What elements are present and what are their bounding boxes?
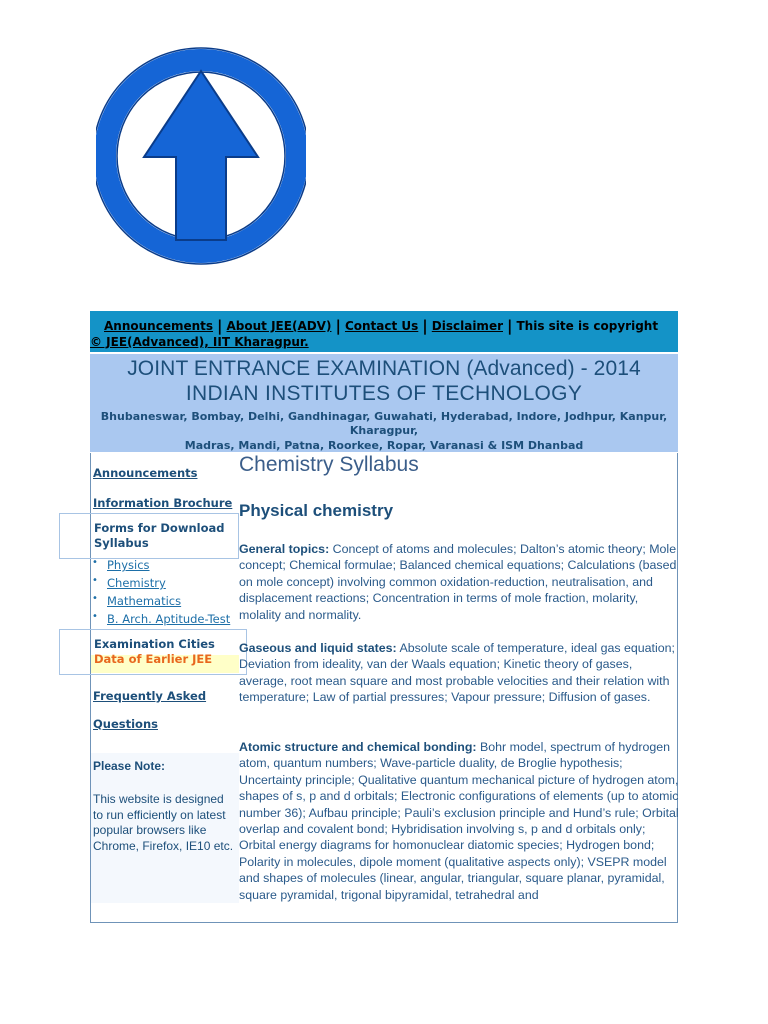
top-navigation	[90, 311, 678, 352]
header-banner	[90, 353, 678, 452]
sidebar-exam-cities[interactable]: Examination Cities	[94, 637, 215, 651]
nav-announcements[interactable]: Announcements	[104, 319, 214, 333]
institute-title: INDIAN INSTITUTES OF TECHNOLOGY	[185, 382, 583, 405]
nav-contact[interactable]: Contact Us	[344, 319, 419, 333]
para-heading: Atomic structure and chemical bonding:	[239, 740, 477, 754]
main-content	[239, 453, 679, 922]
sidebar-syllabus-heading: Syllabus	[94, 536, 149, 550]
sidebar-faq-line2[interactable]: Questions	[93, 717, 158, 731]
bullet-icon: •	[92, 557, 98, 568]
sidebar-forms[interactable]: Forms for Download	[94, 521, 225, 535]
nav-disclaimer[interactable]: Disclaimer	[431, 319, 503, 333]
content-area	[90, 453, 678, 923]
list-item[interactable]	[91, 611, 239, 629]
list-item[interactable]	[91, 557, 239, 575]
sidebar	[91, 453, 239, 922]
nav-separator: |	[217, 317, 223, 335]
bullet-icon: •	[92, 593, 98, 604]
para-text: Absolute scale of temperature, ideal gas equation; Deviation from ideality, van der Waals equation; Kinetic theory of gases, average, root mean square and most probable velocities and their relation with temperature; Law of partial pressures; Vapour pressure; Diffusion of gases.	[239, 641, 675, 705]
page-container	[90, 311, 678, 923]
para-gaseous-liquid	[239, 640, 679, 706]
para-text: Concept of atoms and molecules; Dalton’s atomic theory; Mole concept; Chemical formulae; Balanced chemical equations; Calculations (based on mole concept) involving common oxidation-reduction, neutralisation, and displacement reactions; Concentration in terms of mole fraction, molarity, molality and normality.	[239, 542, 677, 622]
sidebar-faq-line1[interactable]: Frequently Asked	[93, 689, 207, 703]
page-title: Chemistry Syllabus	[239, 453, 419, 476]
list-item[interactable]	[91, 575, 239, 593]
sidebar-brochure[interactable]: Information Brochure	[93, 496, 233, 510]
syllabus-mathematics-link[interactable]: Mathematics	[107, 594, 182, 608]
exam-title: JOINT ENTRANCE EXAMINATION (Advanced) - 2014	[127, 357, 641, 380]
nav-separator: |	[507, 317, 513, 335]
forms-box	[59, 513, 239, 559]
nav-separator: |	[335, 317, 341, 335]
cities-line-1: Bhubaneswar, Bombay, Delhi, Gandhinagar, Guwahati, Hyderabad, Indore, Jodhpur, Kanpur,	[100, 410, 668, 423]
para-text: Bohr model, spectrum of hydrogen atom, quantum numbers; Wave-particle duality, de Broglie hypothesis; Uncertainty principle; Qualitative quantum mechanical picture of hydrogen atom, shapes of s, p and d orbitals; Electronic configurations of elements (up to atomic number 36); Aufbau principle; Pauli’s exclusion principle and Hund’s rule; Orbital overlap and covalent bond; Hybridisation involving s, p and d orbitals only; Orbital energy diagrams for homonuclear diatomic species; Hydrogen bond; Polarity in molecules, dipole moment (qualitative aspects only); VSEPR model and shapes of molecules (linear, angular, triangular, square planar, pyramidal, square pyramidal, trigonal bipyramidal, tetrahedral and	[239, 740, 679, 902]
copyright-prefix: This site is copyright	[516, 319, 659, 333]
note-heading: Please Note:	[93, 759, 166, 773]
cities-line-2: Kharagpur,	[349, 424, 419, 437]
bullet-icon: •	[92, 611, 98, 622]
syllabus-physics-link[interactable]: Physics	[107, 558, 150, 572]
sidebar-earlier-data[interactable]: Data of Earlier JEE	[94, 652, 213, 666]
cities-line-3: Madras, Mandi, Patna, Roorkee, Ropar, Varanasi & ISM Dhanbad	[184, 439, 584, 452]
note-body: This website is designed to run efficiently on latest popular browsers like Chrome, Firefox, IE10 etc.	[93, 792, 234, 853]
nav-about[interactable]: About JEE(ADV)	[226, 319, 332, 333]
nav-separator: |	[422, 317, 428, 335]
syllabus-list	[91, 557, 239, 629]
bullet-icon: •	[92, 575, 98, 586]
copyright-holder-link[interactable]: © JEE(Advanced), IIT Kharagpur.	[90, 335, 309, 349]
syllabus-barch-link[interactable]: B. Arch. Aptitude-Test	[107, 612, 231, 626]
para-heading: General topics:	[239, 542, 330, 556]
section-title: Physical chemistry	[239, 501, 394, 520]
list-item[interactable]	[91, 593, 239, 611]
para-general-topics	[239, 541, 679, 623]
para-atomic-structure	[239, 739, 679, 903]
para-heading: Gaseous and liquid states:	[239, 641, 397, 655]
sidebar-announcements[interactable]: Announcements	[93, 466, 198, 480]
syllabus-chemistry-link[interactable]: Chemistry	[107, 576, 166, 590]
exam-box	[59, 629, 247, 675]
upload-arrow-circle-icon	[96, 0, 306, 312]
